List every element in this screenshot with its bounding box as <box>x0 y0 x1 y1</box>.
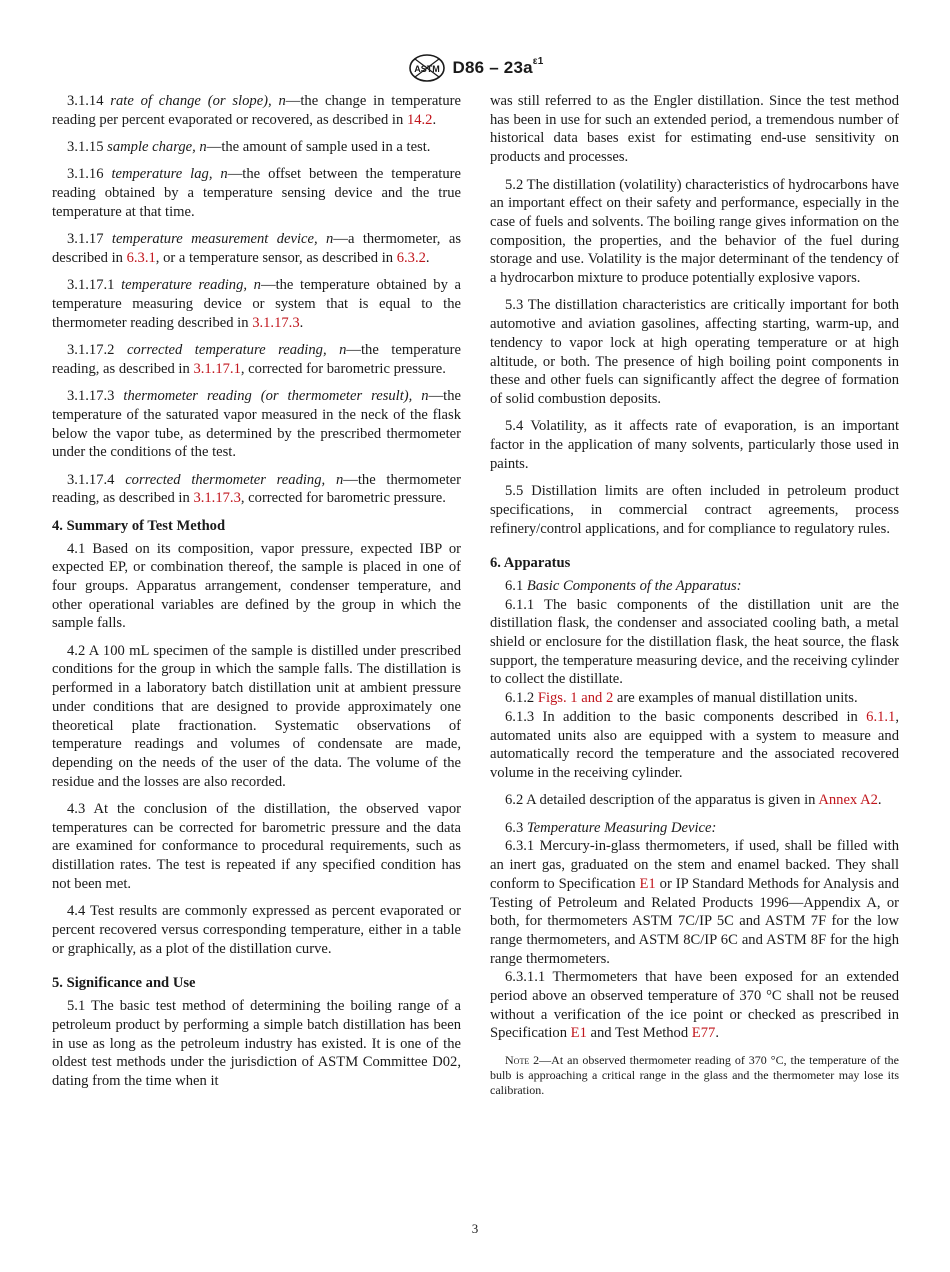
designation-superscript: ε1 <box>532 56 544 68</box>
ref-14-2-link[interactable]: 14.2 <box>406 111 433 128</box>
ref-3-1-17-3-link-b[interactable]: 3.1.17.3 <box>193 490 241 507</box>
para-4-4: 4.4 Test results are commonly expressed as percent evaporated or percent recovered versus corresponding temperature, either in a table or graphically, as a plot of the distillation curve. <box>52 903 461 957</box>
para-3-1-17-3: 3.1.17.3 thermometer reading (or thermometer result), n—the temperature of the saturated vapor measured in the neck of the flask below the vapor tube, as determined by the prescribed thermometer under the conditions of the test. <box>52 388 461 461</box>
ref-3-1-17-3-link[interactable]: 3.1.17.3 <box>252 314 300 331</box>
para-4-1: 4.1 Based on its composition, vapor pressure, expected IBP or expected EP, or combination thereof, the sample is placed in one of four groups. Apparatus arrangement, condenser temperature, and other operational variables are defined by the group in which the sample falls. <box>52 540 461 632</box>
ref-6-3-2-link[interactable]: 6.3.2 <box>396 249 426 266</box>
ref-figs-1-2-link[interactable]: Figs. 1 and 2 <box>537 690 614 707</box>
para-3-1-17-2: 3.1.17.2 corrected temperature reading, n—the temperature reading, as described in 3.1.17.1, corrected for barometric pressure. <box>52 342 461 377</box>
page-number: 3 <box>471 1221 479 1236</box>
para-5-3: 5.3 The distillation characteristics are critically important for both automotive and aviation gasolines, affecting starting, warm-up, and tendency to vapor lock at high operating temperature or at high altitude, or both. The presence of high boiling point components in these and other fuels can significantly affect the degree of formation of solid combustion deposits. <box>490 297 899 407</box>
para-5-1: 5.1 The basic test method of determining the boiling range of a petroleum product by performing a simple batch distillation has been in use as long as the petroleum industry has existed. It is one of the oldest test methods under the jurisdiction of ASTM Committee D02, dating from the time when it <box>52 998 461 1089</box>
ref-e1-link[interactable]: E1 <box>639 875 656 892</box>
para-3-1-16: 3.1.16 temperature lag, n—the offset between the temperature reading obtained by a temperature sensing device and the true temperature at that time. <box>52 166 461 220</box>
para-4-2: 4.2 A 100 mL specimen of the sample is distilled under prescribed conditions for the group in which the sample falls. The distillation is performed in a laboratory batch distillation unit at ambient pressure under conditions that are designed to provide approximately one theoretical plate fractionation. Systematic observations of temperature readings and volumes of condensate are made, depending on the needs of the user of the data. The volume of the residue and the losses are also recorded. <box>52 642 461 790</box>
ref-6-1-1-link[interactable]: 6.1.1 <box>866 708 896 725</box>
ref-6-3-1-link[interactable]: 6.3.1 <box>126 249 156 266</box>
para-5-5: 5.5 Distillation limits are often included in petroleum product specifications, in commercial contract agreements, process refinery/control applications, and for compliance to regulatory rules. <box>490 483 899 537</box>
note-label: Note 2 <box>505 1053 540 1068</box>
para-6-2: 6.2 A detailed description of the apparatus is given in Annex A2. <box>505 792 882 809</box>
astm-logo-icon <box>407 52 447 84</box>
section-heading-4: 4. Summary of Test Method <box>52 517 226 534</box>
ref-3-1-17-1-link[interactable]: 3.1.17.1 <box>193 360 241 377</box>
designation-text: D86 – 23a <box>452 58 533 77</box>
para-6-1: 6.1 Basic Components of the Apparatus: <box>505 577 742 594</box>
para-5-1-continued: was still referred to as the Engler distillation. Since the test method has been in use for such an extended period, a tremendous number of historical data bases exist for estimating end-use sensitivity on products and processes. <box>490 93 899 166</box>
para-5-4: 5.4 Volatility, as it affects rate of evaporation, is an important factor in the application of many solvents, particularly those used in paints. <box>490 418 899 472</box>
para-3-1-17-1: 3.1.17.1 temperature reading, n—the temperature obtained by a temperature measuring device or system that is equal to the thermometer reading described in 3.1.17.3. <box>52 277 461 331</box>
para-3-1-15: 3.1.15 sample charge, n—the amount of sample used in a test. <box>67 139 431 156</box>
para-3-1-17-4: 3.1.17.4 corrected thermometer reading, n—the thermometer reading, as described in 3.1.17.3, corrected for barometric pressure. <box>52 471 461 507</box>
para-6-1-3: 6.1.3 In addition to the basic components described in 6.1.1, automated units also are equipped with a system to measure and automatically record the temperature and the associated recovered volume in the receiving cylinder. <box>490 708 899 781</box>
para-6-3-1-1: 6.3.1.1 Thermometers that have been exposed for an extended period above an observed temperature of 370 °C shall not be reused without a verification of the ice point or checked as prescribed in Specification E1 and Test Method E77. <box>490 969 900 1042</box>
right-column <box>490 92 899 1107</box>
section-heading-6: 6. Apparatus <box>490 555 571 572</box>
left-column <box>52 92 461 1091</box>
para-4-3: 4.3 At the conclusion of the distillation, the observed vapor temperatures can be corrected for barometric pressure and the data are examined for conformance to procedural requirements, such as distillation rates. The test is repeated if any specified condition has not been met. <box>52 801 461 892</box>
ref-annex-a2-link[interactable]: Annex A2 <box>818 792 878 809</box>
para-3-1-14: 3.1.14 rate of change (or slope), n—the change in temperature reading per percent evaporated or recovered, as described in 14.2. <box>52 93 461 128</box>
para-6-3: 6.3 Temperature Measuring Device: <box>505 819 717 836</box>
logo-text: ASTM <box>413 64 440 74</box>
document-designation <box>453 58 544 78</box>
page-header <box>0 50 950 86</box>
para-6-1-2: 6.1.2 Figs. 1 and 2 are examples of manual distillation units. <box>505 690 858 707</box>
ref-e1-link-b[interactable]: E1 <box>570 1025 587 1042</box>
note-2: Note 2—At an observed thermometer reading of 370 °C, the temperature of the bulb is approaching a critical range in the glass and the thermometer may lose its calibration. <box>490 1053 899 1098</box>
ref-e77-link[interactable]: E77 <box>691 1025 716 1042</box>
para-6-3-1: 6.3.1 Mercury-in-glass thermometers, if used, shall be filled with an inert gas, graduated on the stem and enamel backed. They shall conform to Specification E1 or IP Standard Methods for Analysis and Testing of Petroleum and Related Products 1996—Appendix A, or both, for thermometers ASTM 7C/IP 5C and ASTM 7F for the low range thermometers, and ASTM 8C/IP 6C and ASTM 8F for the high range thermometers. <box>490 838 899 967</box>
section-heading-5: 5. Significance and Use <box>52 975 196 992</box>
para-6-1-1: 6.1.1 The basic components of the distillation unit are the distillation flask, the condenser and associated cooling bath, a metal shield or enclosure for the distillation flask, the heat source, the flask support, the temperature measuring device, and the receiving cylinder to collect the distillate. <box>490 596 899 688</box>
para-3-1-17: 3.1.17 temperature measurement device, n—a thermometer, as described in 6.3.1, or a temperature sensor, as described in 6.3.2. <box>52 231 462 266</box>
para-5-2: 5.2 The distillation (volatility) characteristics of hydrocarbons have an important effect on their safety and performance, especially in the case of fuels and solvents. The boiling range gives information on the composition, the properties, and the behavior of the fuel during storage and use. Volatility is the major determinant of the tendency of a hydrocarbon mixture to produce potentially explosive vapors. <box>490 176 899 287</box>
